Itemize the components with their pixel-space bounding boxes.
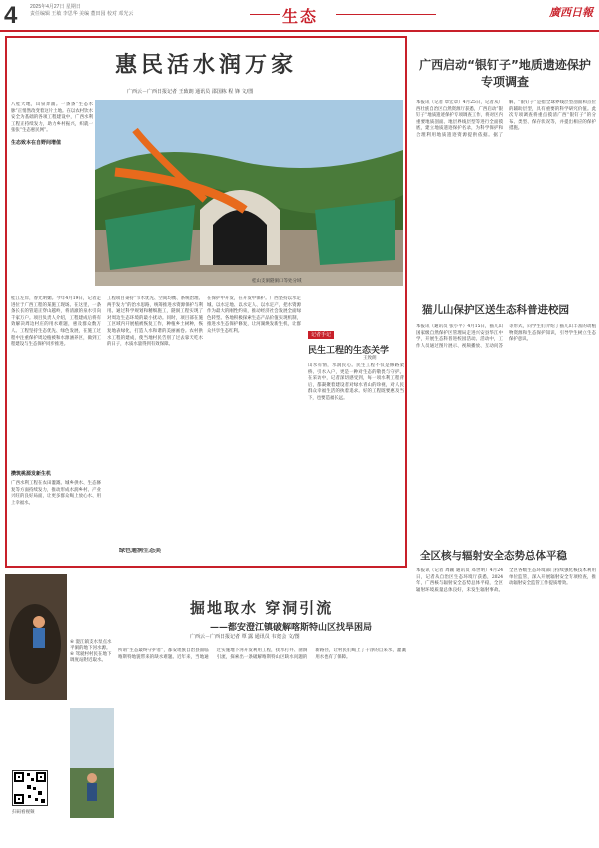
page-number: 4	[4, 2, 18, 29]
notes-title: 民生工程的生态关学	[308, 346, 390, 356]
tunnel-photo-image	[95, 100, 403, 286]
bottom-story-text: 所谓“生态最终守护者”，都安瑶族自治县面临喀斯特地貌带来的缺水难题。近年来，当地通过实施地下河开发利用工程，找水打井、凿洞引流，探索出一条破解喀斯特山区缺水问题的新路径，让村民们喝上了干净的自来水，灌溉用水也有了保障。	[118, 648, 406, 660]
newspaper-logo: 廣西日報	[549, 6, 593, 19]
header-rule-right	[336, 14, 436, 15]
section1-title: 生态致本在自野间增值	[11, 139, 62, 146]
right-story3-body	[416, 568, 596, 838]
bottom-headline: 掘地取水 穿洞引流	[190, 599, 334, 617]
main-headline: 惠民活水润万家	[114, 53, 297, 78]
tunnel-photo	[95, 100, 403, 286]
right-story2-headline: 猫儿山保护区送生态科普进校园	[422, 304, 569, 316]
section2-text: 广西水利工程在农田灌溉、城乡供水、生态修复等方面持续发力，推动形成水润乡村、产业兴旺的良好局面，让更多群众喝上放心水、用上幸福水。	[11, 481, 101, 506]
qr-label: 扫码看视频	[12, 810, 35, 815]
bottom-photo-caption: ⑥ 澄江镇支水泵点水平洞的地下河水源。⑥ 驾驶村村民在地下调度站附近取水。	[70, 640, 112, 663]
right-story1-text: 本报讯（记者 覃宏章）4月25日，记者从广西壮族自治区自然资源厅获悉，广西启动“银钉子”地质遗迹保护专项调查工作，将对区内重要地质剖面、地层界线层型等进行全面摸底，建立地质遗迹保护名录，为科学保护和合理利用地质遗迹资源提供依据。据了解，“银钉子”是指全球界线层型剖面和点位的辅助层型，具有重要的科学研究价值。此次专项调查将重点摸清广西“银钉子”的分布、类型、保存状况等，并提出相应的保护措施。	[416, 100, 596, 138]
main-story-box	[5, 36, 407, 568]
village-photo-image	[70, 708, 114, 818]
right-story3-text: 本报讯（记者 周颖 通讯员 邓世明）4月24日，记者从自治区生态环境厅获悉，2024年，广西核与辐射安全态势总体平稳，全区辐射环境质量总体良好，未发生辐射事故。全区各级生态环境部门持续强化核技术利用单位监管，深入开展辐射安全专项检查，推动辐射安全监管工作提质增效。	[416, 568, 596, 593]
cave-photo-image	[5, 574, 67, 700]
main-col1-end	[11, 466, 101, 564]
qr-code-image	[13, 771, 47, 805]
bottom-byline: 广西云－广西日报记者 覃 露 通讯员 韦宽会 文/图	[190, 634, 300, 640]
qr-code[interactable]	[12, 770, 48, 806]
col2-end-subhead	[119, 548, 199, 560]
header-editors: 责任编辑 王敏 李思华 美编 董田园 校对 邓光云	[30, 11, 134, 17]
main-col1-bottom	[11, 296, 101, 461]
section-title: 生态	[282, 7, 319, 26]
right-story1-body	[416, 100, 596, 290]
right-story3-headline: 全区核与辐射安全态势总体平稳	[420, 550, 567, 562]
header-meta	[30, 4, 133, 18]
cave-photo	[5, 574, 67, 700]
notes-body	[308, 363, 404, 593]
section1-text: 桂江左岸，春光明媚。今年4月19日，记者走进位于广西工程的某施工现场。在这里，一条条长长的管道正穿山越岭，将清澈的泉水引向千家万户。项目负责人介绍，工程建成后将有效解决周边村庄的用水难题，惠及群众数万人。工程坚持生态优先、绿色发展，在施工过程中注重保护周边植被和水源涵养区，做到工程建设与生态保护同步推进。	[11, 296, 101, 348]
reporter-notes	[308, 331, 406, 599]
main-intro: 八桂大地，山泉奔涌。一条条“生态水脉”正悄然改变着这片土地。在以农村饮水安全为基础的各项工程建设中，广西水利工程正持续发力，助力乡村振兴，织就一张张“生态惠民网”。	[11, 102, 93, 134]
main-byline: 广西云－广西日报记者 王致朗 通讯员 邵国栋 程 锋 文/图	[127, 89, 254, 95]
header-date: 2025年4月27日 星期日	[30, 4, 81, 10]
col2-end-title: 绿色通润生态美	[119, 548, 162, 554]
bottom-story-body	[118, 648, 406, 840]
page-header	[0, 0, 599, 32]
notes-author: 王致朗	[363, 356, 377, 361]
col2-text: 工程项目秉持“节水优先、空间均衡、系统治理、两手发力”的治水思路，统筹推进水资源保护与利用。通过科学规划和精细施工，隧洞工程实现了对周边生态环境的最小扰动。同时，项目部在施工区域内开展植被恢复工作，种植乡土树种，恢复地表绿化，打造人水和谐的美丽画卷。农村供水工程的建成，使当地村民告别了过去靠天吃水的日子，水质水量得到有效保障。	[107, 296, 203, 348]
main-col3	[207, 296, 301, 561]
bottom-subhead: ——都安澄江镇破解喀斯特山区找旱困局	[210, 623, 373, 633]
right-story1-headline: 广西启动“银钉子”地质遗迹保护专项调查	[419, 58, 591, 89]
main-col1-top	[11, 102, 93, 290]
main-col2	[107, 296, 203, 546]
section2-title: 攒筑桃源发新生机	[11, 471, 52, 477]
photo-caption: 桂山支洞隧洞口等处分域	[252, 279, 302, 284]
notes-text: 山水有情，水润民心。民生工程不仅是修路架桥、引水入户，更是一种对生态的敬畏与守护。在采访中，记者深切感受到，每一项水利工程背后，都凝聚着建设者对绿水青山的珍视，对人民群众幸福生活的执着追求。好的工程既要惠及当下，也要造福长远。	[308, 363, 404, 401]
notes-tag: 记者手记	[308, 331, 334, 339]
col3-text: 在保护中开发，在开发中保护。广西坚持以水定城、以水定地、以水定人、以水定产，把水资源作为最大的刚性约束，推动经济社会发展全面绿色转型。各地积极探索生态产品价值实现机制，推进水生态保护修复，让河湖焕发新生机，让群众共享生态红利。	[207, 296, 301, 334]
village-photo	[70, 708, 114, 818]
right-story2-body	[416, 324, 596, 534]
header-rule-left	[250, 14, 280, 15]
right-story2-text: 本报讯（通讯员 张小平）4月15日，猫儿山国家级自然保护区管理局走进兴安县华江中学，开展生态科普进校园活动。活动中，工作人员通过图片展示、视频播放、互动问答等形式，向学生们介绍了猫儿山丰富的动植物资源和生态保护知识，引导学生树立生态保护意识。	[416, 324, 596, 349]
